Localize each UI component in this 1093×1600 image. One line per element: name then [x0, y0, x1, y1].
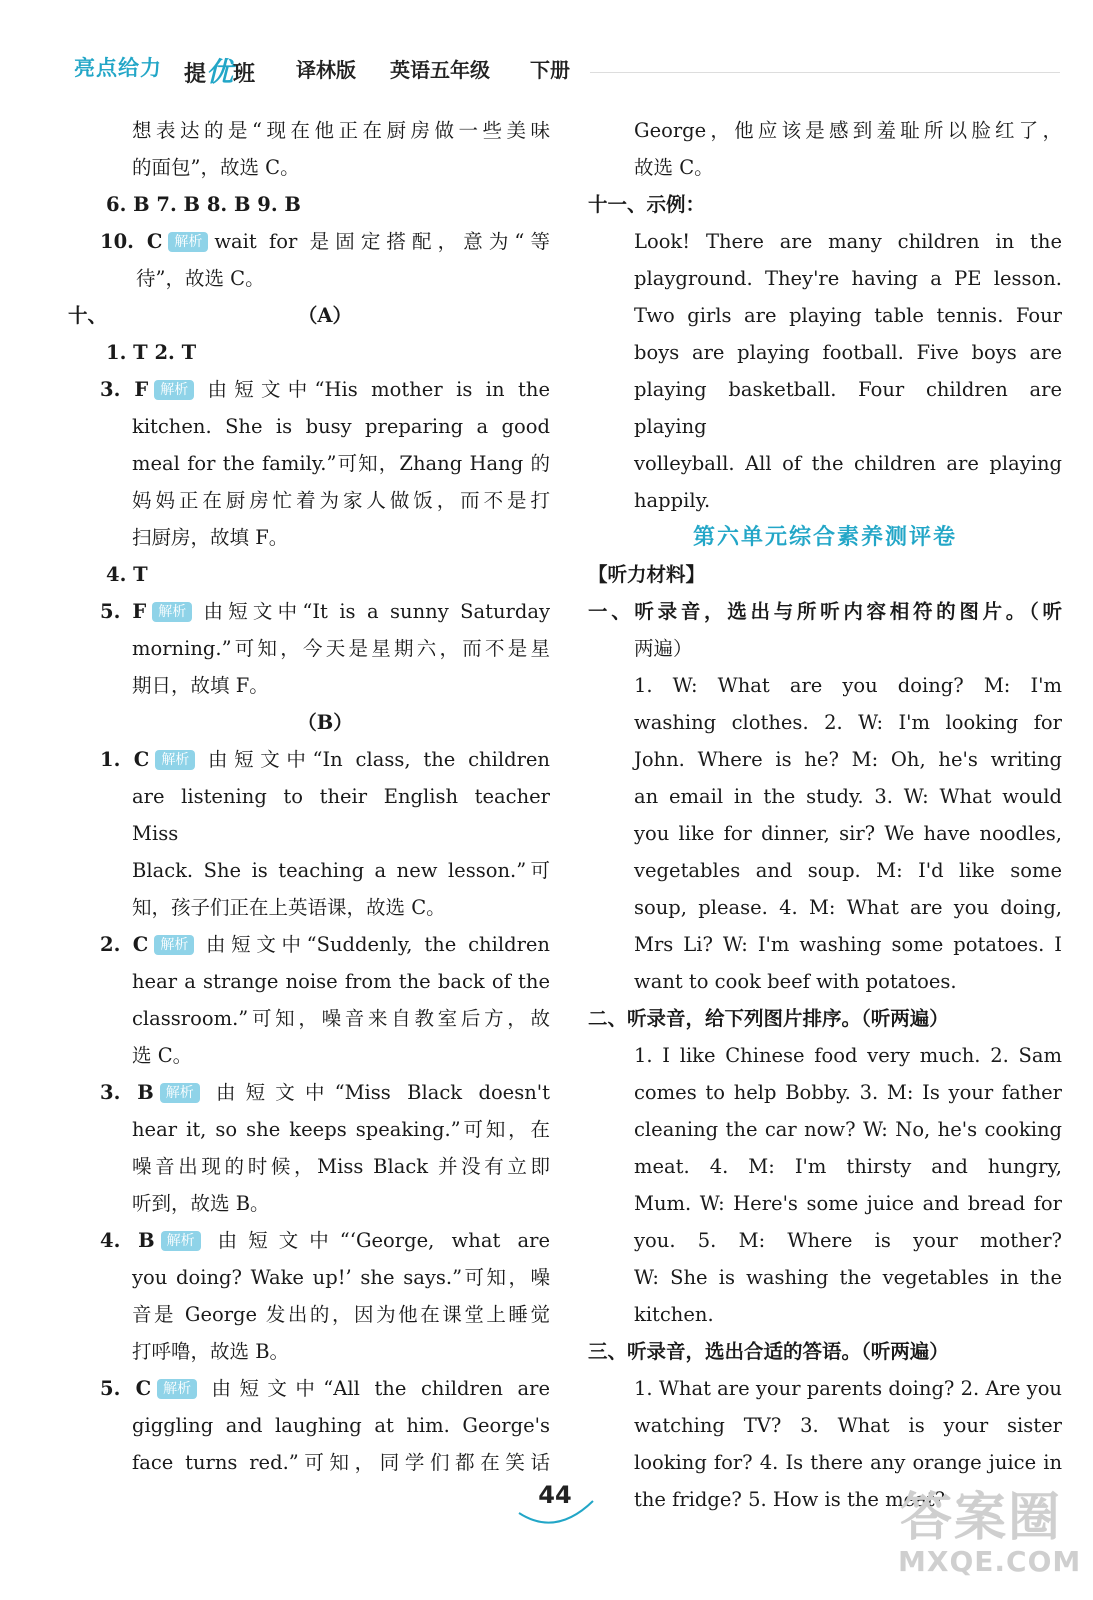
example-line: playground. They're having a PE lesson. [634, 267, 1062, 290]
answer-text: 由短文中“In class, the children [201, 748, 550, 771]
text-line: morning.”可知，今天是星期六，而不是星 [132, 637, 550, 660]
section-eleven-title: 十一、示例： [588, 193, 706, 216]
analysis-tag: 解析 [168, 232, 208, 252]
text-line: 听到，故选 B。 [132, 1192, 270, 1215]
text-line: giggling and laughing at him. George's [132, 1414, 550, 1437]
text-line: 想表达的是“现在他正在厨房做一些美味 [132, 119, 550, 142]
text-line: kitchen. She is busy preparing a good [132, 415, 550, 438]
volume-label: 下册 [530, 58, 570, 82]
text-line: George，他应该是感到羞耻所以脸红了， [634, 119, 1062, 142]
script-line: looking for? 4. Is there any orange juice in [634, 1451, 1062, 1474]
text-line: face turns red.”可知，同学们都在笑话 [132, 1451, 550, 1474]
text-line: 妈妈正在厨房忙着为家人做饭，而不是打 [132, 489, 550, 512]
script-line: Mum. W: Here's some juice and bread for [634, 1192, 1062, 1215]
listening-title: 【听力材料】 [588, 563, 706, 586]
example-line: Two girls are playing table tennis. Four [634, 304, 1062, 327]
answer-row: 6. B 7. B 8. B 9. B [106, 193, 301, 216]
script-line: watching TV? 3. What is your sister [634, 1414, 1062, 1437]
left-column [68, 112, 550, 1481]
text-line: 待”，故选 C。 [136, 267, 265, 290]
text-line: you doing? Wake up!’ she says.”可知，噪 [132, 1266, 550, 1289]
script-line: 1. What are your parents doing? 2. Are you [634, 1377, 1062, 1400]
subsection-a [68, 297, 550, 334]
analysis-tag: 解析 [157, 1379, 197, 1399]
script-line: an email in the study. 3. W: What would [634, 785, 1062, 808]
example-line: Look! There are many children in the [634, 230, 1062, 253]
header-divider [590, 72, 1060, 73]
answer-line [100, 371, 550, 408]
text-line: Black. She is teaching a new lesson.”可 [132, 859, 550, 882]
script-line: soup, please. 4. M: What are you doing, [634, 896, 1062, 919]
answer-line [100, 593, 550, 630]
script-line: vegetables and soup. M: I'd like some [634, 859, 1062, 882]
section-one-title: 一、听录音，选出与所听内容相符的图片。（听 [588, 600, 1062, 623]
watermark-en: MXQE.COM [898, 1545, 1082, 1578]
logo-text: 亮点给力 [74, 56, 162, 80]
answer-line [100, 1074, 550, 1111]
analysis-tag: 解析 [154, 380, 194, 400]
text-line: 噪音出现的时候，Miss Black 并没有立即 [132, 1155, 550, 1178]
script-line: W: She is washing the vegetables in the [634, 1266, 1062, 1289]
script-line: the fridge? 5. How is the meat? [634, 1488, 946, 1511]
analysis-tag: 解析 [161, 1231, 201, 1251]
answer-number: 3. B [100, 1081, 154, 1104]
answer-row: 4. T [106, 563, 148, 586]
answer-number: 5. C [100, 1377, 152, 1400]
script-line: 1. W: What are you doing? M: I'm [634, 674, 1062, 697]
text-line: 选 C。 [132, 1044, 193, 1067]
example-line: happily. [634, 489, 711, 512]
script-line: comes to help Bobby. 3. M: Is your father [634, 1081, 1062, 1104]
answer-line [100, 1370, 550, 1407]
text-line: 的面包”，故选 C。 [132, 156, 300, 179]
answer-text: 由短文中“Miss Black doesn't [205, 1081, 550, 1104]
text-line: hear a strange noise from the back of the [132, 970, 550, 993]
text-line: classroom.”可知，噪音来自教室后方，故 [132, 1007, 550, 1030]
text-line: 打呼噜，故选 B。 [132, 1340, 290, 1363]
watermark [890, 1475, 1080, 1595]
text-line: meal for the family.”可知，Zhang Hang 的 [132, 452, 550, 475]
section-ten-mark: 十、 [68, 304, 108, 327]
page-number: 44 [538, 1481, 572, 1509]
unit-title: 第六单元综合素养测评卷 [692, 525, 957, 550]
script-line: meat. 4. M: I'm thirsty and hungry, [634, 1155, 1062, 1178]
section-three-title: 三、听录音，选出合适的答语。（听两遍） [588, 1340, 949, 1363]
answer-row: 1. T 2. T [106, 341, 197, 364]
answer-number: 5. F [100, 600, 147, 623]
text-line: are listening to their English teacher Miss [132, 785, 550, 845]
subsection-a-title: （A） [297, 304, 353, 327]
answer-text: wait for 是固定搭配，意为“等 [214, 230, 550, 253]
text-line: hear it, so she keeps speaking.”可知，在 [132, 1118, 550, 1141]
subsection-b-title: （B） [297, 711, 353, 734]
answer-text: 由短文中“It is a sunny Saturday [198, 600, 550, 623]
example-line: boys are playing football. Five boys are [634, 341, 1062, 364]
script-line: want to cook beef with potatoes. [634, 970, 957, 993]
section-one-title-cont: 两遍） [634, 637, 693, 660]
answer-line [100, 223, 550, 260]
right-column [588, 112, 1062, 1518]
page-header [0, 0, 1093, 100]
script-line: Mrs Li? W: I'm washing some potatoes. I [634, 933, 1062, 956]
analysis-tag: 解析 [152, 602, 192, 622]
text-line: 知，孩子们正在上英语课，故选 C。 [132, 896, 446, 919]
brand-suffix: 班 [233, 62, 256, 87]
answer-number: 4. B [100, 1229, 155, 1252]
text-line: 扫厨房，故填 F。 [132, 526, 289, 549]
brand-prefix: 提 [184, 62, 207, 87]
script-line: washing clothes. 2. W: I'm looking for [634, 711, 1062, 734]
answer-line [100, 741, 550, 778]
subject-label: 英语五年级 [390, 58, 490, 82]
text-line: 故选 C。 [634, 156, 714, 179]
example-line: volleyball. All of the children are playing [634, 452, 1062, 475]
brand-name [184, 50, 255, 89]
script-line: cleaning the car now? W: No, he's cooking [634, 1118, 1062, 1141]
script-line: kitchen. [634, 1303, 714, 1326]
answer-text: 由短文中“All the children are [203, 1377, 550, 1400]
script-line: you. 5. M: Where is your mother? [634, 1229, 1062, 1252]
text-line: 期日，故填 F。 [132, 674, 269, 697]
text-line: 音是 George 发出的，因为他在课堂上睡觉 [132, 1303, 550, 1326]
answer-text: 由短文中“His mother is in the [200, 378, 550, 401]
script-line: 1. I like Chinese food very much. 2. Sam [634, 1044, 1062, 1067]
script-line: John. Where is he? M: Oh, he's writing [634, 748, 1062, 771]
analysis-tag: 解析 [154, 935, 194, 955]
script-line: you like for dinner, sir? We have noodles, [634, 822, 1062, 845]
section-two-title: 二、听录音，给下列图片排序。（听两遍） [588, 1007, 949, 1030]
brand-big: 优 [206, 57, 234, 88]
answer-line [100, 1222, 550, 1259]
analysis-tag: 解析 [160, 1083, 200, 1103]
answer-number: 1. C [100, 748, 150, 771]
watermark-cn: 答案圈 [900, 1488, 1063, 1548]
answer-line [100, 926, 550, 963]
answer-number: 3. F [100, 378, 149, 401]
answer-text: 由短文中“‘George, what are [206, 1229, 550, 1252]
answer-text: 由短文中“Suddenly, the children [200, 933, 550, 956]
edition-label: 译林版 [296, 58, 356, 82]
answer-number: 2. C [100, 933, 149, 956]
analysis-tag: 解析 [155, 750, 195, 770]
answer-number: 10. C [100, 230, 163, 253]
example-line: playing basketball. Four children are playing [634, 378, 1062, 438]
